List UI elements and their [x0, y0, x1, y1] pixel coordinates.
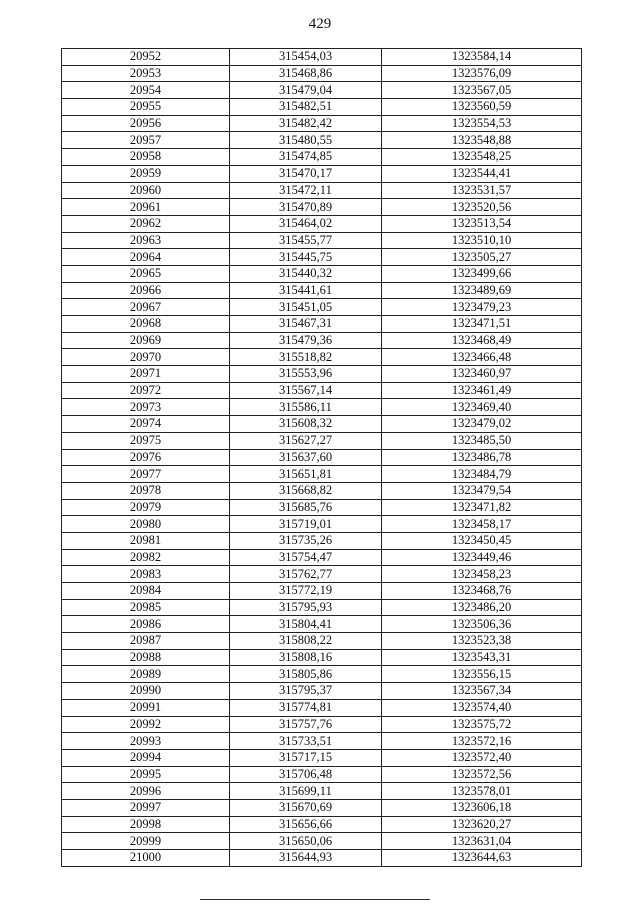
y-coordinate-cell: 1323554,53 [382, 115, 582, 132]
x-coordinate-cell: 315468,86 [230, 65, 382, 82]
y-coordinate-cell: 1323461,49 [382, 382, 582, 399]
x-coordinate-cell: 315670,69 [230, 799, 382, 816]
x-coordinate-cell: 315762,77 [230, 566, 382, 583]
table-row [62, 466, 582, 483]
table-row [62, 182, 582, 199]
x-coordinate-cell: 315637,60 [230, 449, 382, 466]
x-coordinate-cell: 315656,66 [230, 816, 382, 833]
point-number-cell: 20977 [62, 466, 230, 483]
x-coordinate-cell: 315472,11 [230, 182, 382, 199]
y-coordinate-cell: 1323531,57 [382, 182, 582, 199]
table-row [62, 149, 582, 166]
y-coordinate-cell: 1323620,27 [382, 816, 582, 833]
x-coordinate-cell: 315464,02 [230, 215, 382, 232]
point-number-cell: 20957 [62, 132, 230, 149]
point-number-cell: 20965 [62, 265, 230, 282]
table-row [62, 616, 582, 633]
x-coordinate-cell: 315467,31 [230, 316, 382, 333]
y-coordinate-cell: 1323468,49 [382, 332, 582, 349]
table-row [62, 633, 582, 650]
y-coordinate-cell: 1323466,48 [382, 349, 582, 366]
y-coordinate-cell: 1323510,10 [382, 232, 582, 249]
y-coordinate-cell: 1323556,15 [382, 666, 582, 683]
y-coordinate-cell: 1323644,63 [382, 850, 582, 867]
y-coordinate-cell: 1323471,51 [382, 316, 582, 333]
point-number-cell: 20970 [62, 349, 230, 366]
x-coordinate-cell: 315482,51 [230, 99, 382, 116]
y-coordinate-cell: 1323468,76 [382, 583, 582, 600]
table-row [62, 532, 582, 549]
table-row [62, 115, 582, 132]
point-number-cell: 20985 [62, 599, 230, 616]
point-number-cell: 20960 [62, 182, 230, 199]
y-coordinate-cell: 1323479,54 [382, 482, 582, 499]
point-number-cell: 20959 [62, 165, 230, 182]
x-coordinate-cell: 315804,41 [230, 616, 382, 633]
x-coordinate-cell: 315757,76 [230, 716, 382, 733]
y-coordinate-cell: 1323560,59 [382, 99, 582, 116]
table-row [62, 766, 582, 783]
y-coordinate-cell: 1323458,23 [382, 566, 582, 583]
y-coordinate-cell: 1323479,23 [382, 299, 582, 316]
x-coordinate-cell: 315754,47 [230, 549, 382, 566]
table-row [62, 733, 582, 750]
table-row [62, 165, 582, 182]
table-row [62, 549, 582, 566]
table-row [62, 716, 582, 733]
table-row [62, 783, 582, 800]
table-row [62, 82, 582, 99]
y-coordinate-cell: 1323485,50 [382, 432, 582, 449]
point-number-cell: 20964 [62, 249, 230, 266]
point-number-cell: 20972 [62, 382, 230, 399]
point-number-cell: 20954 [62, 82, 230, 99]
y-coordinate-cell: 1323567,05 [382, 82, 582, 99]
table-row [62, 65, 582, 82]
table-row [62, 799, 582, 816]
table-row [62, 316, 582, 333]
point-number-cell: 20963 [62, 232, 230, 249]
table-row [62, 215, 582, 232]
table-row [62, 683, 582, 700]
point-number-cell: 20998 [62, 816, 230, 833]
table-row [62, 432, 582, 449]
y-coordinate-cell: 1323543,31 [382, 649, 582, 666]
x-coordinate-cell: 315479,36 [230, 332, 382, 349]
table-row [62, 265, 582, 282]
point-number-cell: 20999 [62, 833, 230, 850]
point-number-cell: 20974 [62, 416, 230, 433]
y-coordinate-cell: 1323499,66 [382, 265, 582, 282]
x-coordinate-cell: 315650,06 [230, 833, 382, 850]
table-row [62, 833, 582, 850]
x-coordinate-cell: 315733,51 [230, 733, 382, 750]
x-coordinate-cell: 315668,82 [230, 482, 382, 499]
y-coordinate-cell: 1323486,20 [382, 599, 582, 616]
table-row [62, 516, 582, 533]
x-coordinate-cell: 315553,96 [230, 366, 382, 383]
x-coordinate-cell: 315808,22 [230, 633, 382, 650]
point-number-cell: 20996 [62, 783, 230, 800]
x-coordinate-cell: 315685,76 [230, 499, 382, 516]
point-number-cell: 20979 [62, 499, 230, 516]
y-coordinate-cell: 1323544,41 [382, 165, 582, 182]
y-coordinate-cell: 1323575,72 [382, 716, 582, 733]
table-row [62, 199, 582, 216]
x-coordinate-cell: 315518,82 [230, 349, 382, 366]
point-number-cell: 20994 [62, 749, 230, 766]
y-coordinate-cell: 1323548,88 [382, 132, 582, 149]
page-number: 429 [308, 16, 332, 32]
y-coordinate-cell: 1323458,17 [382, 516, 582, 533]
table-row [62, 583, 582, 600]
point-number-cell: 20991 [62, 699, 230, 716]
point-number-cell: 20981 [62, 532, 230, 549]
y-coordinate-cell: 1323576,09 [382, 65, 582, 82]
table-row [62, 749, 582, 766]
y-coordinate-cell: 1323513,54 [382, 215, 582, 232]
x-coordinate-cell: 315795,37 [230, 683, 382, 700]
x-coordinate-cell: 315805,86 [230, 666, 382, 683]
coordinates-table [61, 48, 582, 867]
table-row [62, 816, 582, 833]
x-coordinate-cell: 315735,26 [230, 532, 382, 549]
table-row [62, 482, 582, 499]
y-coordinate-cell: 1323505,27 [382, 249, 582, 266]
y-coordinate-cell: 1323548,25 [382, 149, 582, 166]
y-coordinate-cell: 1323631,04 [382, 833, 582, 850]
x-coordinate-cell: 315480,55 [230, 132, 382, 149]
y-coordinate-cell: 1323471,82 [382, 499, 582, 516]
point-number-cell: 20953 [62, 65, 230, 82]
x-coordinate-cell: 315470,89 [230, 199, 382, 216]
y-coordinate-cell: 1323450,45 [382, 532, 582, 549]
y-coordinate-cell: 1323574,40 [382, 699, 582, 716]
table-row [62, 366, 582, 383]
x-coordinate-cell: 315586,11 [230, 399, 382, 416]
point-number-cell: 20984 [62, 583, 230, 600]
y-coordinate-cell: 1323567,34 [382, 683, 582, 700]
y-coordinate-cell: 1323572,16 [382, 733, 582, 750]
point-number-cell: 20986 [62, 616, 230, 633]
x-coordinate-cell: 315644,93 [230, 850, 382, 867]
x-coordinate-cell: 315719,01 [230, 516, 382, 533]
y-coordinate-cell: 1323606,18 [382, 799, 582, 816]
x-coordinate-cell: 315627,27 [230, 432, 382, 449]
coordinates-table-body [62, 49, 582, 867]
table-row [62, 416, 582, 433]
table-row [62, 449, 582, 466]
x-coordinate-cell: 315608,32 [230, 416, 382, 433]
x-coordinate-cell: 315699,11 [230, 783, 382, 800]
point-number-cell: 20988 [62, 649, 230, 666]
y-coordinate-cell: 1323572,40 [382, 749, 582, 766]
point-number-cell: 21000 [62, 850, 230, 867]
y-coordinate-cell: 1323489,69 [382, 282, 582, 299]
point-number-cell: 20992 [62, 716, 230, 733]
table-row [62, 349, 582, 366]
point-number-cell: 20955 [62, 99, 230, 116]
table-row [62, 699, 582, 716]
point-number-cell: 20962 [62, 215, 230, 232]
point-number-cell: 20973 [62, 399, 230, 416]
y-coordinate-cell: 1323572,56 [382, 766, 582, 783]
y-coordinate-cell: 1323484,79 [382, 466, 582, 483]
table-row [62, 499, 582, 516]
y-coordinate-cell: 1323479,02 [382, 416, 582, 433]
table-row [62, 566, 582, 583]
point-number-cell: 20961 [62, 199, 230, 216]
point-number-cell: 20971 [62, 366, 230, 383]
x-coordinate-cell: 315772,19 [230, 583, 382, 600]
table-row [62, 382, 582, 399]
point-number-cell: 20969 [62, 332, 230, 349]
point-number-cell: 20983 [62, 566, 230, 583]
table-row [62, 399, 582, 416]
table-row [62, 132, 582, 149]
x-coordinate-cell: 315470,17 [230, 165, 382, 182]
y-coordinate-cell: 1323523,38 [382, 633, 582, 650]
table-row [62, 99, 582, 116]
point-number-cell: 20995 [62, 766, 230, 783]
table-row [62, 649, 582, 666]
bottom-rule [200, 899, 430, 900]
x-coordinate-cell: 315717,15 [230, 749, 382, 766]
point-number-cell: 20980 [62, 516, 230, 533]
y-coordinate-cell: 1323520,56 [382, 199, 582, 216]
y-coordinate-cell: 1323584,14 [382, 49, 582, 66]
point-number-cell: 20982 [62, 549, 230, 566]
x-coordinate-cell: 315479,04 [230, 82, 382, 99]
table-row [62, 299, 582, 316]
x-coordinate-cell: 315567,14 [230, 382, 382, 399]
table-row [62, 49, 582, 66]
y-coordinate-cell: 1323506,36 [382, 616, 582, 633]
x-coordinate-cell: 315455,77 [230, 232, 382, 249]
y-coordinate-cell: 1323449,46 [382, 549, 582, 566]
point-number-cell: 20997 [62, 799, 230, 816]
table-row [62, 666, 582, 683]
point-number-cell: 20968 [62, 316, 230, 333]
x-coordinate-cell: 315440,32 [230, 265, 382, 282]
point-number-cell: 20975 [62, 432, 230, 449]
x-coordinate-cell: 315795,93 [230, 599, 382, 616]
point-number-cell: 20976 [62, 449, 230, 466]
point-number-cell: 20967 [62, 299, 230, 316]
x-coordinate-cell: 315451,05 [230, 299, 382, 316]
x-coordinate-cell: 315454,03 [230, 49, 382, 66]
point-number-cell: 20952 [62, 49, 230, 66]
x-coordinate-cell: 315441,61 [230, 282, 382, 299]
point-number-cell: 20989 [62, 666, 230, 683]
table-row [62, 332, 582, 349]
point-number-cell: 20990 [62, 683, 230, 700]
y-coordinate-cell: 1323486,78 [382, 449, 582, 466]
x-coordinate-cell: 315482,42 [230, 115, 382, 132]
point-number-cell: 20966 [62, 282, 230, 299]
x-coordinate-cell: 315474,85 [230, 149, 382, 166]
table-row [62, 282, 582, 299]
x-coordinate-cell: 315706,48 [230, 766, 382, 783]
y-coordinate-cell: 1323469,40 [382, 399, 582, 416]
x-coordinate-cell: 315808,16 [230, 649, 382, 666]
point-number-cell: 20993 [62, 733, 230, 750]
table-row [62, 249, 582, 266]
y-coordinate-cell: 1323578,01 [382, 783, 582, 800]
point-number-cell: 20958 [62, 149, 230, 166]
y-coordinate-cell: 1323460,97 [382, 366, 582, 383]
x-coordinate-cell: 315445,75 [230, 249, 382, 266]
point-number-cell: 20987 [62, 633, 230, 650]
point-number-cell: 20978 [62, 482, 230, 499]
x-coordinate-cell: 315651,81 [230, 466, 382, 483]
x-coordinate-cell: 315774,81 [230, 699, 382, 716]
table-row [62, 599, 582, 616]
point-number-cell: 20956 [62, 115, 230, 132]
table-row [62, 232, 582, 249]
table-row [62, 850, 582, 867]
